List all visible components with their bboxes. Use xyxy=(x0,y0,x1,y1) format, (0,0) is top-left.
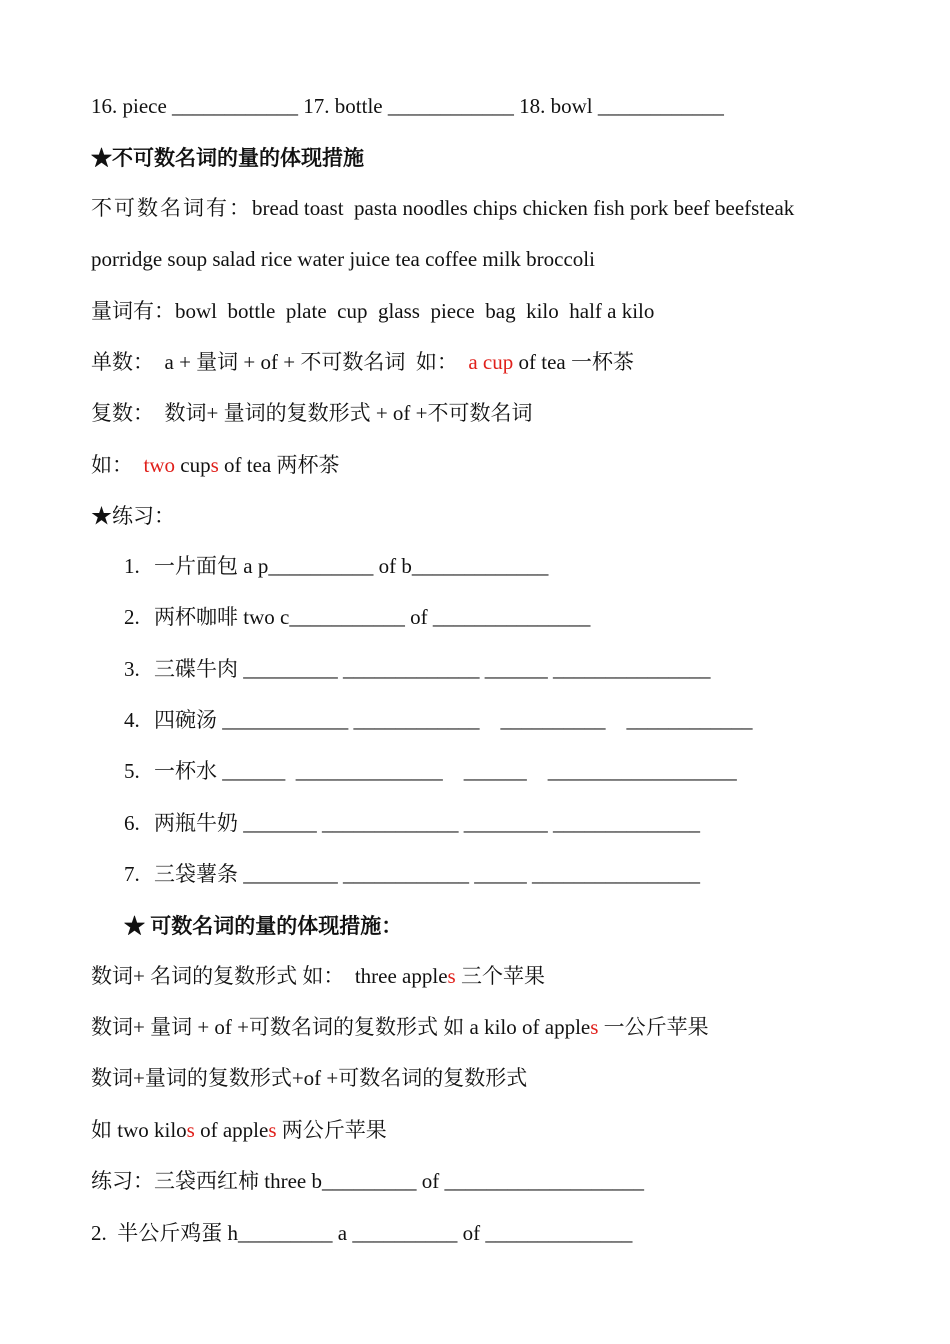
singular-rule-text: 单数： a + 量词 + of + 不可数名词 如： xyxy=(91,350,469,374)
plural-example-highlight-two: two xyxy=(143,453,175,477)
countable-rule-1-rest: 三个苹果 xyxy=(455,964,545,988)
plural-rule-line: 复数： 数词+ 量词的复数形式 + of +不可数名词 xyxy=(91,401,533,425)
exercise-item-number: 7. xyxy=(124,862,140,886)
exercise-item-text: 三袋薯条 _________ ____________ _____ ________________ xyxy=(154,862,700,886)
uncountable-heading: ★不可数名词的量的体现措施 xyxy=(91,146,364,170)
uncountable-nouns-line-1 xyxy=(91,194,794,222)
plural-example-rest: of tea 两杯茶 xyxy=(218,453,340,477)
countable-rule-3: 数词+量词的复数形式+of +可数名词的复数形式 xyxy=(91,1066,528,1090)
uncountable-nouns-words: bread toast pasta noodles chips chicken fish pork beef beefsteak xyxy=(252,196,795,220)
exercise2-line-2: 2. 半公斤鸡蛋 h_________ a __________ of ______________ xyxy=(91,1221,633,1245)
uncountable-nouns-label: 不可数名词有： xyxy=(91,196,252,220)
countable-rule-2 xyxy=(91,1013,709,1041)
countable-example-line xyxy=(91,1116,387,1144)
exercise-item-text: 三碟牛肉 _________ _____________ ______ _______________ xyxy=(154,657,711,681)
countable-rule-2-rest: 一公斤苹果 xyxy=(598,1015,709,1039)
exercise-item xyxy=(124,757,737,785)
plural-example-line xyxy=(91,451,340,479)
exercise-item xyxy=(124,655,711,683)
countable-heading: ★ 可数名词的量的体现措施： xyxy=(124,914,403,938)
countable-example-rest: 两公斤苹果 xyxy=(276,1118,387,1142)
exercise-item xyxy=(124,706,753,734)
exercise-item-number: 2. xyxy=(124,605,140,629)
countable-example-mid: of apple xyxy=(194,1118,269,1142)
exercise-item xyxy=(124,552,548,580)
countable-example-highlight-2: s xyxy=(268,1118,277,1142)
exercise-item-text: 两瓶牛奶 _______ _____________ ________ ______________ xyxy=(154,811,700,835)
exercise-line-16-18: 16. piece ____________ 17. bottle ____________ 18. bowl ____________ xyxy=(91,94,724,118)
exercise-item-number: 4. xyxy=(124,708,140,732)
countable-rule-2-text: 数词+ 量词 + of +可数名词的复数形式 如 a kilo of apple xyxy=(91,1015,591,1039)
exercise-heading: ★练习： xyxy=(91,504,175,528)
exercise-item-number: 3. xyxy=(124,657,140,681)
plural-example-highlight-s: s xyxy=(210,453,219,477)
exercise-item-text: 两杯咖啡 two c___________ of _______________ xyxy=(154,605,591,629)
exercise-item xyxy=(124,860,700,888)
exercise-item-text: 一片面包 a p__________ of b_____________ xyxy=(154,554,549,578)
countable-example-prefix: 如 two kilo xyxy=(91,1118,187,1142)
countable-example-highlight-1: s xyxy=(186,1118,195,1142)
measure-words-line: 量词有：bowl bottle plate cup glass piece bag kilo half a kilo xyxy=(91,299,655,323)
countable-rule-1 xyxy=(91,962,545,990)
uncountable-nouns-line-2: porridge soup salad rice water juice tea coffee milk broccoli xyxy=(91,247,595,271)
singular-example-highlight: a cup xyxy=(468,350,514,374)
exercise-item-number: 1. xyxy=(124,554,140,578)
exercise2-line-1: 练习：三袋西红柿 three b_________ of ___________________ xyxy=(91,1169,644,1193)
exercise-item-text: 一杯水 ______ ______________ ______ __________________ xyxy=(154,759,737,783)
exercise-item-text: 四碗汤 ____________ ____________ __________ ____________ xyxy=(154,708,753,732)
plural-example-prefix: 如： xyxy=(91,453,144,477)
singular-rule-line xyxy=(91,348,634,376)
exercise-item-number: 6. xyxy=(124,811,140,835)
plural-example-mid: cup xyxy=(175,453,211,477)
exercise-item xyxy=(124,809,700,837)
exercise-item xyxy=(124,603,590,631)
countable-rule-2-highlight: s xyxy=(590,1015,599,1039)
exercise-item-number: 5. xyxy=(124,759,140,783)
countable-rule-1-highlight: s xyxy=(447,964,456,988)
singular-example-rest: of tea 一杯茶 xyxy=(513,350,634,374)
countable-rule-1-text: 数词+ 名词的复数形式 如： three apple xyxy=(91,964,448,988)
